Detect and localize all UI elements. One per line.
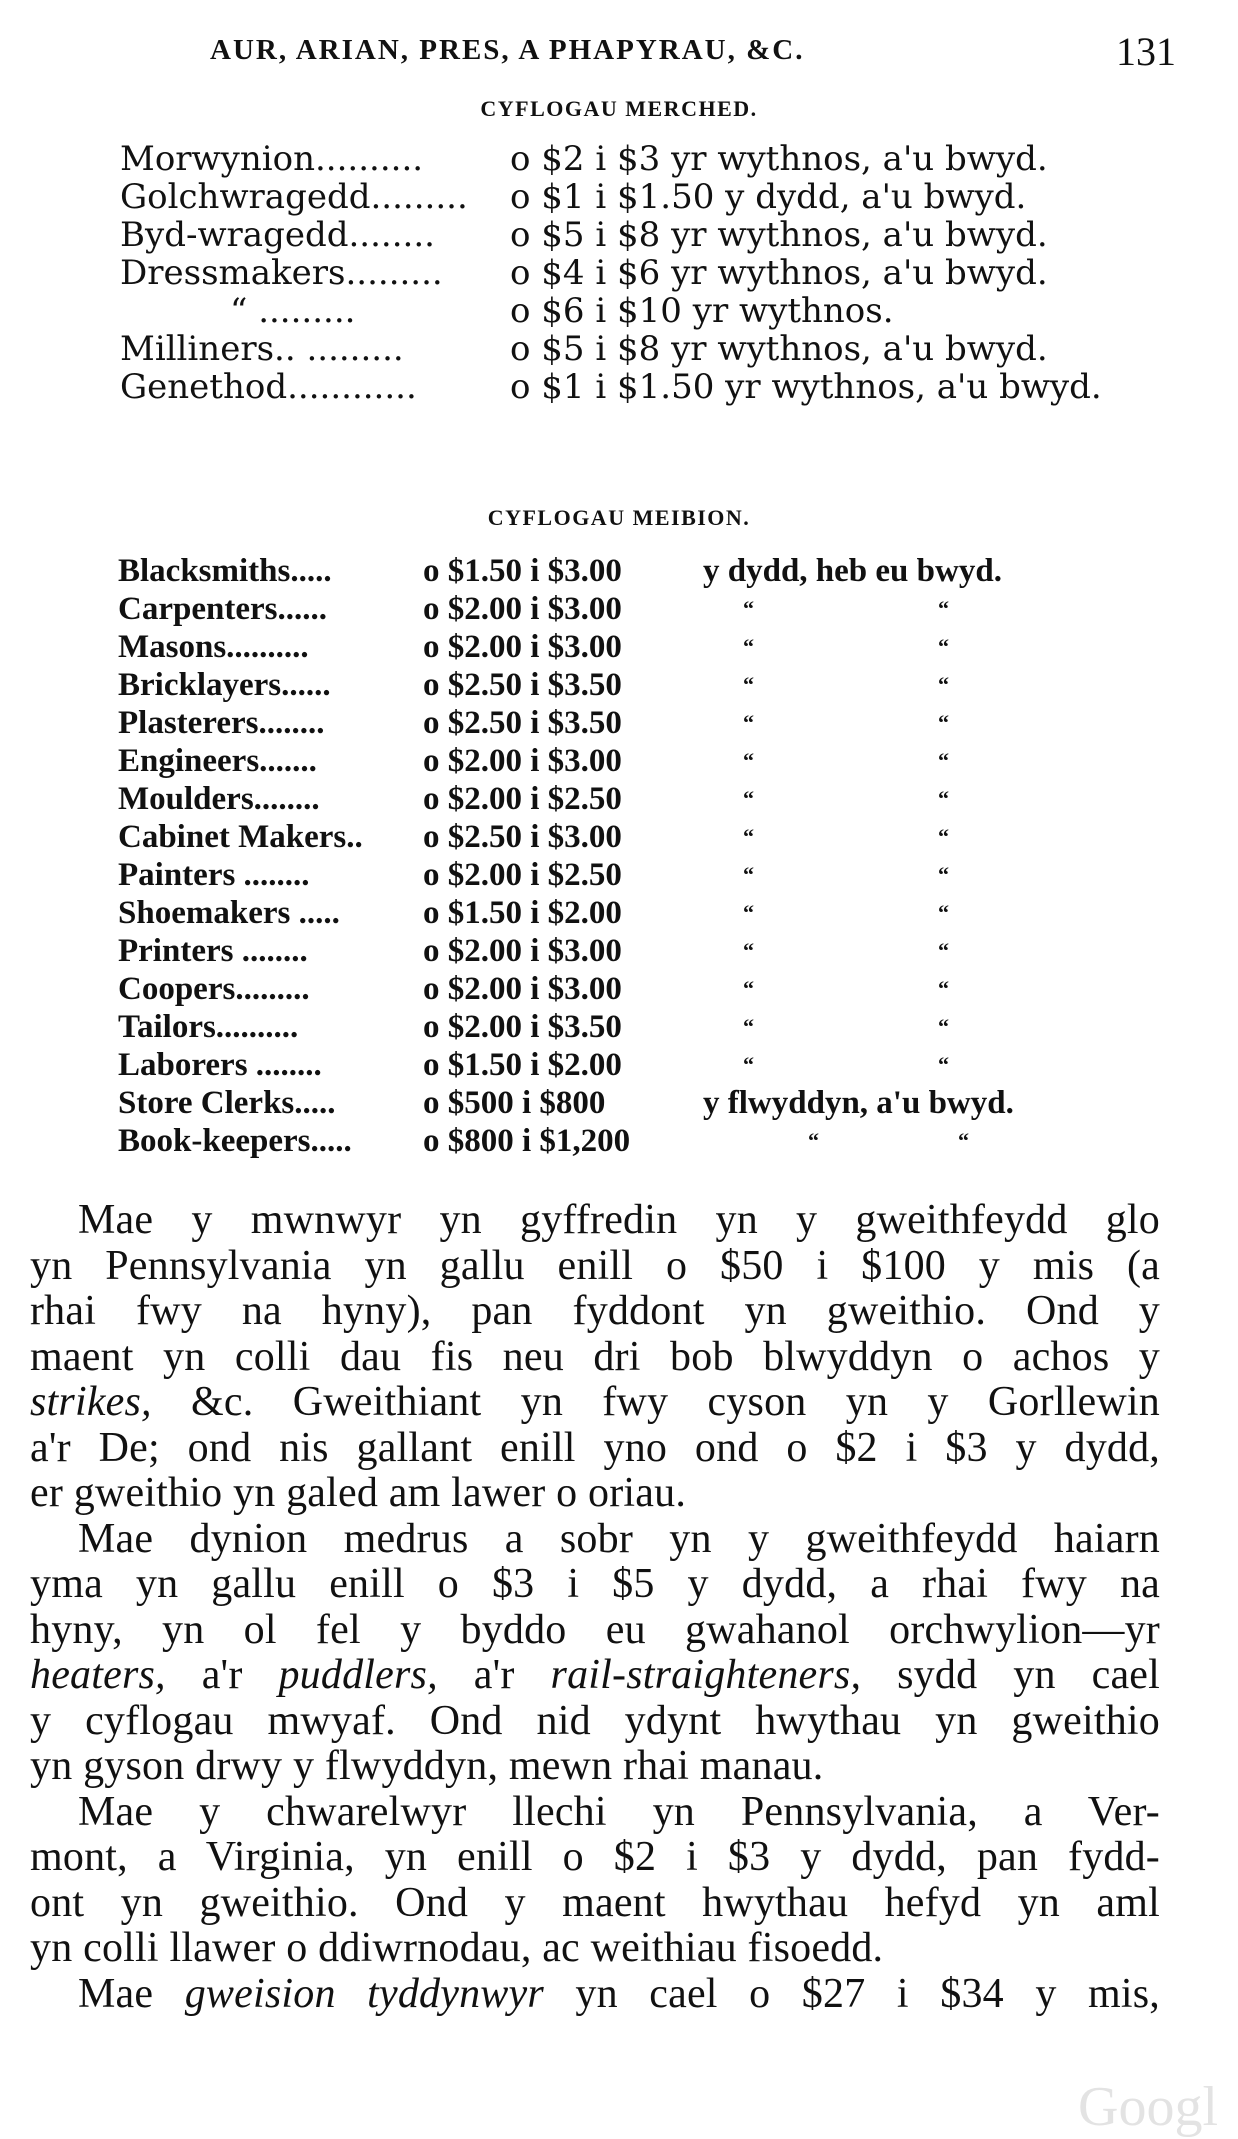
text-line: yn colli llawer o ddiwrnodau, ac weithiau fisoedd. <box>30 1925 884 1971</box>
wage-rate: o $2.00 i $3.50 <box>423 1009 622 1045</box>
wage-rate: o $1.50 i $2.00 <box>423 1047 622 1083</box>
ditto-mark: “ <box>743 1014 754 1039</box>
women-wages-heading: CYFLOGAU MERCHED. <box>480 96 758 121</box>
ditto-mark: “ <box>938 900 949 925</box>
trade-name: Tailors.......... <box>118 1009 299 1045</box>
text-line: hyny, yn ol fel y byddo eu gwahanol orchwylion—yr <box>30 1606 1160 1653</box>
trade-name: Morwynion.......... <box>120 139 424 179</box>
text-line: y cyflogau mwyaf. Ond nid ydynt hwythau yn gweithio <box>30 1697 1160 1744</box>
text-line <box>30 1653 1160 1699</box>
wage-unit: y flwyddyn, a'u bwyd. <box>703 1085 1014 1121</box>
trade-name: Moulders........ <box>118 781 320 817</box>
trade-name: Bricklayers...... <box>118 667 331 703</box>
scan-watermark: Googl <box>1078 2076 1218 2138</box>
trade-name: Printers ........ <box>118 933 308 969</box>
wage-unit: y dydd, heb eu bwyd. <box>703 553 1002 589</box>
running-title: AUR, ARIAN, PRES, A PHAPYRAU, &C. <box>210 34 805 66</box>
text-line: er gweithio yn galed am lawer o oriau. <box>30 1470 687 1516</box>
ditto-mark: “ <box>743 1052 754 1077</box>
ditto-mark: “ <box>938 938 949 963</box>
trade-name: Shoemakers ..... <box>118 895 340 931</box>
text-line: mont, a Virginia, yn enill o $2 i $3 y dydd, pan fydd- <box>30 1834 1160 1880</box>
wage-rate: o $2.00 i $3.00 <box>423 933 622 969</box>
paragraph <box>30 1790 1160 1972</box>
ditto-mark: “ <box>938 786 949 811</box>
text-line: yn gyson drwy y flwyddyn, mewn rhai manau. <box>30 1743 824 1789</box>
text-line: ont yn gweithio. Ond y maent hwythau hefyd yn aml <box>30 1879 1160 1926</box>
italic-term: strikes, <box>30 1379 152 1425</box>
wage-rate: o $2.00 i $3.00 <box>423 591 622 627</box>
ditto-mark: “ <box>743 862 754 887</box>
wage-rate: o $2.00 i $2.50 <box>423 857 622 893</box>
ditto-mark: “ <box>743 596 754 621</box>
text-fragment: yn cael o $27 i $34 y mis, <box>575 1970 1160 2017</box>
wage-rate: o $2.00 i $3.00 <box>423 629 622 665</box>
wage-rate: o $500 i $800 <box>423 1085 606 1121</box>
ditto-mark: “ <box>958 1128 969 1153</box>
text-line: Mae y mwnwyr yn gyffredin yn y gweithfeydd glo <box>78 1197 1160 1243</box>
trade-name: Laborers ........ <box>118 1047 322 1083</box>
ditto-mark: “ <box>743 824 754 849</box>
trade-name: Book-keepers..... <box>118 1123 352 1159</box>
page-number: 131 <box>1116 29 1176 74</box>
ditto-mark: “ <box>743 748 754 773</box>
ditto-mark: “ <box>743 634 754 659</box>
wage-rate: o $2.00 i $3.00 <box>423 743 622 779</box>
ditto-mark: “ <box>938 1014 949 1039</box>
wage-rate: o $2 i $3 yr wythnos, a'u bwyd. <box>510 139 1048 179</box>
wage-rate: o $2.50 i $3.50 <box>423 705 622 741</box>
trade-name: Coopers......... <box>118 971 310 1007</box>
ditto-mark: “ <box>938 824 949 849</box>
text-line: Mae y chwarelwyr llechi yn Pennsylvania, a Ver- <box>78 1788 1160 1835</box>
paragraph <box>30 1517 1160 1790</box>
italic-term: rail-straighteners, <box>550 1652 862 1698</box>
text-line <box>30 1380 1160 1426</box>
trade-name: Milliners.. ......... <box>120 329 404 369</box>
text-line: maent yn colli dau fis neu dri bob blwyddyn o achos y <box>30 1333 1160 1380</box>
trade-name: Byd-wragedd........ <box>120 215 435 255</box>
wage-rate: o $2.00 i $2.50 <box>423 781 622 817</box>
running-head <box>210 28 1190 78</box>
trade-name: Genethod............ <box>120 367 417 407</box>
ditto-mark: “ <box>743 710 754 735</box>
ditto-mark: “ <box>938 976 949 1001</box>
text-line: rhai fwy na hyny), pan fyddont yn gweithio. Ond y <box>30 1288 1160 1334</box>
ditto-mark: “ <box>938 710 949 735</box>
italic-term: heaters, <box>30 1652 166 1698</box>
text-fragment: a'r <box>201 1652 243 1698</box>
wage-rate: o $6 i $10 yr wythnos. <box>510 291 894 331</box>
wage-rate: o $1.50 i $2.00 <box>423 895 622 931</box>
wage-rate: o $1 i $1.50 y dydd, a'u bwyd. <box>510 177 1027 217</box>
trade-name: Painters ........ <box>118 857 310 893</box>
trade-name: Store Clerks..... <box>118 1085 336 1121</box>
text-fragment: a'r <box>473 1652 515 1698</box>
trade-name: Blacksmiths..... <box>118 553 332 589</box>
text-fragment: &c. Gweithiant yn fwy cyson yn y Gorllewin <box>191 1379 1160 1425</box>
wage-rate: o $1.50 i $3.00 <box>423 553 622 589</box>
wage-rate: o $800 i $1,200 <box>423 1123 631 1159</box>
italic-term: puddlers, <box>278 1652 438 1698</box>
trade-name: Golchwragedd......... <box>120 177 468 217</box>
trade-name: Plasterers........ <box>118 705 325 741</box>
italic-term: gweision tyddynwyr <box>184 1970 544 2017</box>
wage-rate: o $2.00 i $3.00 <box>423 971 622 1007</box>
men-wages-heading: CYFLOGAU MEIBION. <box>487 505 751 530</box>
text-line <box>30 1972 1160 2018</box>
text-line: yma yn gallu enill o $3 i $5 y dydd, a rhai fwy na <box>30 1561 1160 1607</box>
ditto-mark: “ <box>743 976 754 1001</box>
ditto-mark: “ <box>938 672 949 697</box>
wage-rate: o $4 i $6 yr wythnos, a'u bwyd. <box>510 253 1048 293</box>
trade-name: “ ......... <box>230 291 356 331</box>
text-line: a'r De; ond nis gallant enill yno ond o $2 i $3 y dydd, <box>30 1424 1160 1471</box>
ditto-mark: “ <box>938 862 949 887</box>
ditto-mark: “ <box>743 938 754 963</box>
text-fragment: Mae <box>78 1970 154 2017</box>
trade-name: Carpenters...... <box>118 591 327 627</box>
ditto-mark: “ <box>808 1128 819 1153</box>
ditto-mark: “ <box>743 900 754 925</box>
text-fragment: sydd yn cael <box>897 1652 1161 1698</box>
ditto-mark: “ <box>938 634 949 659</box>
ditto-mark: “ <box>743 672 754 697</box>
trade-name: Cabinet Makers.. <box>118 819 363 855</box>
wage-rate: o $2.50 i $3.50 <box>423 667 622 703</box>
trade-name: Masons.......... <box>118 629 309 665</box>
wage-rate: o $5 i $8 yr wythnos, a'u bwyd. <box>510 215 1048 255</box>
ditto-mark: “ <box>938 748 949 773</box>
paragraph <box>30 1198 1160 1517</box>
trade-name: Engineers....... <box>118 743 317 779</box>
text-line: yn Pennsylvania yn gallu enill o $50 i $100 y mis (a <box>30 1242 1160 1289</box>
ditto-mark: “ <box>743 786 754 811</box>
ditto-mark: “ <box>938 1052 949 1077</box>
trade-name: Dressmakers......... <box>120 253 443 293</box>
wage-rate: o $5 i $8 yr wythnos, a'u bwyd. <box>510 329 1048 369</box>
text-line: Mae dynion medrus a sobr yn y gweithfeydd haiarn <box>78 1515 1160 1562</box>
wage-rate: o $1 i $1.50 yr wythnos, a'u bwyd. <box>510 367 1102 407</box>
ditto-mark: “ <box>938 596 949 621</box>
body-text <box>30 1198 1160 2017</box>
paragraph <box>30 1972 1160 2018</box>
wage-rate: o $2.50 i $3.00 <box>423 819 622 855</box>
